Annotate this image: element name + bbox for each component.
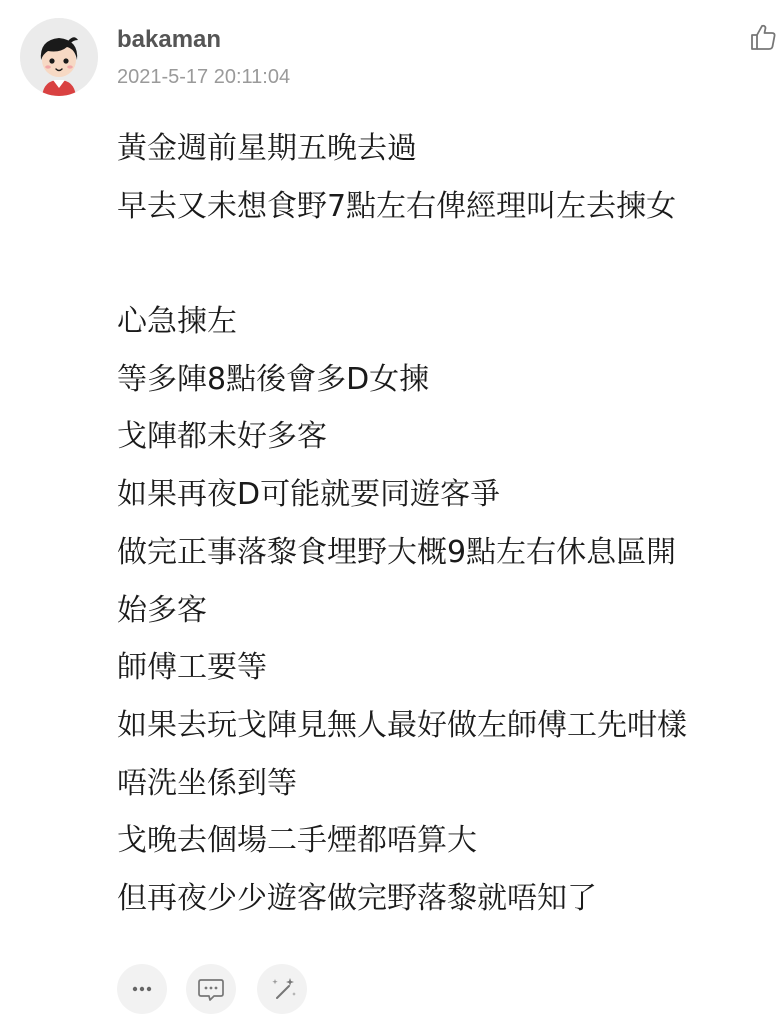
- comment-icon: [186, 964, 236, 1014]
- post-line: 師傅工要等: [117, 650, 267, 686]
- post-line: 黃金週前星期五晚去過: [117, 131, 417, 166]
- magic-button[interactable]: [257, 964, 307, 1014]
- post-body: [117, 120, 767, 928]
- more-button[interactable]: [117, 964, 167, 1014]
- post-line: 唔洗坐係到等: [117, 765, 297, 801]
- avatar-image: [20, 18, 98, 96]
- magic-wand-icon: [257, 964, 307, 1014]
- like-button[interactable]: [748, 22, 778, 52]
- post-line: 做完正事落黎食埋野大概9點左右休息區開: [117, 534, 677, 570]
- post-line: 如果再夜D可能就要同遊客爭: [117, 477, 501, 513]
- post-line: 戈晚去個場二手煙都唔算大: [117, 823, 477, 859]
- author-name[interactable]: bakaman: [117, 26, 222, 53]
- more-dots-icon: [117, 964, 167, 1014]
- post-line: [117, 235, 767, 293]
- post-line: 但再夜少少遊客做完野落黎就唔知了: [117, 880, 597, 916]
- post-line: 等多陣8點後會多D女揀: [117, 361, 430, 397]
- post-line: 始多客: [117, 592, 207, 628]
- post-line: 早去又未想食野7點左右俾經理叫左去揀女: [117, 188, 677, 224]
- post-timestamp: 2021-5-17 20:11:04: [117, 66, 291, 88]
- thumbs-up-icon: [748, 22, 778, 52]
- post-line: 心急揀左: [117, 304, 237, 340]
- comment-button[interactable]: [186, 964, 236, 1014]
- avatar[interactable]: [20, 18, 98, 96]
- post-line: 戈陣都未好多客: [117, 419, 327, 455]
- post-line: 如果去玩戈陣見無人最好做左師傅工先咁樣: [117, 707, 687, 743]
